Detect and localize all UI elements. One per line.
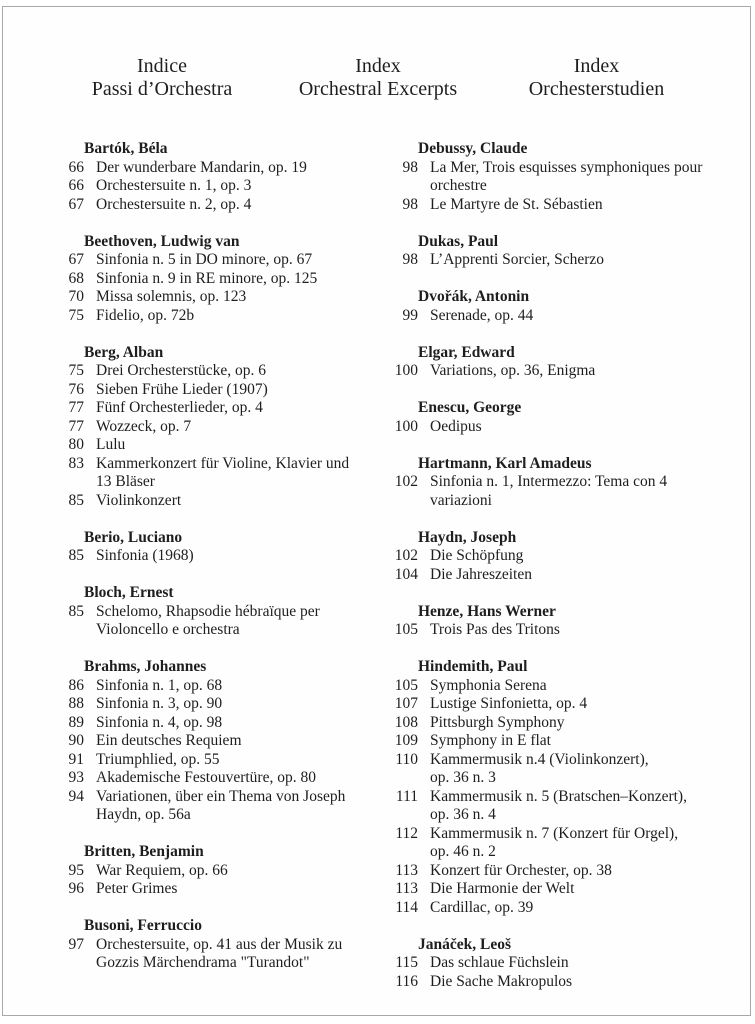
index-entry: [58, 307, 392, 326]
entry-title: [96, 307, 194, 326]
entry-page-number: 86: [68, 676, 84, 694]
index-entry: [392, 196, 703, 215]
entry-title-line: Kammerkonzert für Violine, Klavier und: [96, 454, 350, 472]
entry-page-number: 67: [68, 251, 84, 268]
index-entry: [58, 177, 392, 196]
entry-page-number: 115: [395, 954, 418, 971]
entry-title: [430, 159, 702, 196]
entry-title: [430, 362, 595, 381]
entry-title: [96, 936, 342, 973]
entry-title-line: Trois Pas des Tritons: [430, 621, 560, 638]
composer-name: Britten, Benjamin: [84, 843, 204, 860]
entry-page-number: 66: [68, 158, 84, 176]
composer-section: [392, 603, 703, 640]
entry-title-line: Akademische Festouvertüre, op. 80: [96, 769, 316, 786]
entry-page-number: 66: [68, 177, 84, 194]
entry-title: [430, 251, 604, 270]
index-entry: [392, 714, 703, 733]
entry-title: [430, 473, 667, 510]
entry-title: [96, 547, 194, 566]
entry-page-number: 75: [68, 362, 84, 379]
index-entry: [392, 677, 703, 696]
entry-page-number: 77: [68, 417, 84, 435]
header-english-line2: Orchestral Excerpts: [298, 78, 458, 100]
entry-page-number: 110: [395, 750, 418, 768]
entry-title-line: Die Jahreszeiten: [430, 565, 532, 583]
index-entry: [392, 880, 703, 899]
entry-page-number: 102: [394, 547, 418, 564]
entry-page-number: 105: [394, 621, 418, 638]
entry-title: [96, 270, 317, 289]
entry-page-number: 98: [402, 158, 418, 176]
entry-page-number: 85: [68, 547, 84, 564]
entry-page-number: 77: [68, 399, 84, 416]
entry-page-number: 105: [394, 676, 418, 694]
index-entry: [58, 695, 392, 714]
entry-title-line: Die Sache Makropulos: [430, 972, 573, 990]
entry-title-line: op. 36 n. 3: [430, 769, 496, 786]
entry-title: [430, 547, 523, 566]
entry-title-line: 13 Bläser: [96, 473, 155, 490]
index-entry: [392, 751, 703, 788]
entry-title-line: Drei Orchesterstücke, op. 6: [96, 362, 267, 379]
index-columns: [58, 140, 750, 1010]
entry-title-line: Variations, op. 36, Enigma: [430, 362, 596, 379]
entry-page-number: 93: [68, 769, 84, 786]
entry-title: [96, 695, 222, 714]
index-entry: [392, 566, 703, 585]
entry-page-number: 116: [395, 972, 418, 990]
entry-page-number: 94: [68, 787, 84, 805]
entry-title-line: Oedipus: [430, 417, 482, 435]
entry-title-line: variazioni: [430, 491, 492, 509]
entry-page-number: 91: [68, 750, 84, 768]
entry-title-line: Symphonia Serena: [430, 676, 547, 694]
composer-section: [392, 658, 703, 917]
index-headers: [58, 55, 703, 101]
header-german-line1: Index: [573, 55, 620, 77]
entry-page-number: 99: [402, 306, 418, 324]
entry-title-line: Sinfonia n. 4, op. 98: [96, 713, 223, 731]
entry-title-line: Konzert für Orchester, op. 38: [430, 861, 612, 879]
entry-title-line: Wozzeck, op. 7: [96, 417, 192, 435]
entry-page-number: 100: [394, 362, 418, 379]
index-entry: [392, 547, 703, 566]
entry-title: [430, 862, 612, 881]
composer-section: [58, 584, 392, 640]
entry-title: [96, 455, 349, 492]
entry-title: [430, 566, 532, 585]
entry-title-line: Orchestersuite n. 1, op. 3: [96, 177, 252, 194]
entry-title-line: orchestre: [430, 177, 487, 194]
composer-section: [58, 233, 392, 326]
composer-section: [58, 529, 392, 566]
entry-title-line: Kammermusik n. 7 (Konzert für Orgel),: [430, 824, 679, 842]
entry-page-number: 111: [395, 787, 418, 805]
entry-page-number: 76: [68, 380, 84, 398]
composer-section: [58, 658, 392, 825]
entry-title-line: Cardillac, op. 39: [430, 898, 534, 916]
entry-title: [96, 418, 191, 437]
index-entry: [58, 288, 392, 307]
entry-title-line: Symphony in E flat: [430, 732, 551, 749]
index-entry: [392, 418, 703, 437]
index-entry: [58, 880, 392, 899]
entry-title: [96, 603, 320, 640]
entry-title-line: Sinfonia n. 1, Intermezzo: Tema con 4: [430, 473, 668, 490]
entry-title: [430, 714, 565, 733]
index-entry: [58, 714, 392, 733]
entry-title-line: Sinfonia n. 5 in DO minore, op. 67: [96, 251, 313, 268]
index-entry: [58, 788, 392, 825]
composer-name: Berg, Alban: [84, 343, 164, 361]
composer-name: Bloch, Ernest: [84, 584, 174, 601]
entry-title-line: Triumphlied, op. 55: [96, 750, 220, 768]
entry-title-line: Sinfonia n. 1, op. 68: [96, 676, 223, 694]
entry-title: [96, 732, 242, 751]
composer-section: [58, 140, 392, 214]
entry-title-line: Variationen, über ein Thema von Joseph: [96, 787, 346, 805]
entry-title: [96, 288, 246, 307]
index-entry: [58, 492, 392, 511]
entry-title-line: op. 46 n. 2: [430, 843, 496, 860]
document-page: [2, 6, 751, 1016]
index-entry: [392, 788, 703, 825]
entry-page-number: 88: [68, 695, 84, 712]
entry-title: [96, 362, 266, 381]
composer-name: Enescu, George: [418, 399, 522, 416]
entry-title: [96, 862, 228, 881]
index-entry: [58, 547, 392, 566]
index-entry: [58, 436, 392, 455]
entry-title: [430, 825, 678, 862]
entry-title-line: La Mer, Trois esquisses symphoniques pour: [430, 158, 703, 176]
entry-page-number: 90: [68, 732, 84, 749]
entry-title-line: Sinfonia n. 9 in RE minore, op. 125: [96, 269, 318, 287]
composer-name: Henze, Hans Werner: [418, 602, 556, 620]
index-entry: [392, 732, 703, 751]
entry-page-number: 113: [395, 861, 418, 879]
entry-title-line: Violinkonzert: [96, 491, 182, 509]
index-entry: [392, 954, 703, 973]
composer-section: [58, 917, 392, 973]
entry-page-number: 80: [68, 436, 84, 453]
index-entry: [58, 862, 392, 881]
composer-section: [58, 344, 392, 511]
entry-title-line: Sinfonia (1968): [96, 547, 194, 564]
composer-section: [392, 344, 703, 381]
entry-page-number: 67: [68, 195, 84, 213]
index-entry: [392, 695, 703, 714]
entry-title: [430, 695, 587, 714]
index-entry: [392, 825, 703, 862]
header-italian-line2: Passi d’Orchestra: [91, 78, 233, 100]
composer-name: Brahms, Johannes: [84, 658, 207, 675]
index-entry: [392, 307, 703, 326]
entry-page-number: 98: [402, 195, 418, 213]
entry-title: [96, 159, 307, 178]
entry-title: [430, 732, 551, 751]
entry-title: [430, 973, 572, 992]
entry-title-line: Fidelio, op. 72b: [96, 306, 195, 324]
entry-title: [430, 307, 533, 326]
entry-title-line: Kammermusik n. 5 (Bratschen–Konzert),: [430, 787, 687, 805]
entry-page-number: 96: [68, 880, 84, 897]
entry-title-line: Der wunderbare Mandarin, op. 19: [96, 158, 307, 176]
entry-page-number: 70: [68, 288, 84, 305]
entry-page-number: 107: [394, 695, 418, 712]
entry-title-line: Orchestersuite, op. 41 aus der Musik zu: [96, 935, 343, 953]
index-entry: [58, 362, 392, 381]
entry-page-number: 102: [394, 473, 418, 490]
composer-name: Busoni, Ferruccio: [84, 917, 202, 934]
entry-title: [430, 677, 547, 696]
entry-title: [430, 418, 482, 437]
index-entry: [58, 159, 392, 178]
entry-title-line: op. 36 n. 4: [430, 806, 496, 823]
entry-title-line: Kammermusik n.4 (Violinkonzert),: [430, 750, 649, 768]
entry-title-line: Violoncello e orchestra: [96, 621, 240, 638]
entry-title: [430, 880, 574, 899]
entry-title-line: Le Martyre de St. Sébastien: [430, 195, 603, 213]
index-entry: [58, 455, 392, 492]
index-entry: [58, 399, 392, 418]
composer-section: [392, 399, 703, 436]
index-entry: [392, 362, 703, 381]
index-entry: [58, 196, 392, 215]
entry-title: [96, 196, 251, 215]
composer-section: [392, 936, 703, 992]
composer-name: Dvořák, Antonin: [418, 288, 530, 305]
index-entry: [392, 473, 703, 510]
entry-page-number: 85: [68, 491, 84, 509]
entry-title: [96, 177, 251, 196]
index-entry: [58, 418, 392, 437]
index-entry: [392, 159, 703, 196]
composer-section: [392, 233, 703, 270]
entry-title: [96, 677, 222, 696]
header-english-line1: Index: [355, 55, 401, 77]
entry-page-number: 68: [68, 269, 84, 287]
header-italian-line1: Indice: [137, 55, 187, 77]
composer-name: Haydn, Joseph: [418, 528, 517, 546]
entry-title: [96, 436, 125, 455]
index-entry: [392, 251, 703, 270]
index-entry: [58, 603, 392, 640]
composer-name: Dukas, Paul: [418, 232, 499, 250]
entry-title-line: Schelomo, Rhapsodie hébraïque per: [96, 602, 320, 620]
entry-title: [96, 251, 312, 270]
entry-page-number: 114: [395, 898, 418, 916]
entry-title: [96, 381, 268, 400]
index-entry: [392, 973, 703, 992]
entry-title-line: War Requiem, op. 66: [96, 861, 228, 879]
entry-page-number: 109: [394, 732, 418, 749]
composer-name: Beethoven, Ludwig van: [84, 232, 240, 250]
index-entry: [392, 621, 703, 640]
entry-title: [96, 751, 219, 770]
entry-title: [96, 714, 222, 733]
entry-page-number: 100: [394, 417, 418, 435]
entry-title-line: Sinfonia n. 3, op. 90: [96, 695, 223, 712]
index-column-left: [58, 140, 392, 1010]
entry-title: [430, 621, 560, 640]
index-entry: [58, 270, 392, 289]
entry-title-line: Ein deutsches Requiem: [96, 732, 242, 749]
entry-title: [430, 954, 569, 973]
index-entry: [58, 677, 392, 696]
index-entry: [392, 899, 703, 918]
index-entry: [58, 936, 392, 973]
entry-title-line: Missa solemnis, op. 123: [96, 288, 247, 305]
entry-title: [96, 399, 263, 418]
entry-page-number: 113: [395, 880, 418, 897]
composer-name: Berio, Luciano: [84, 528, 183, 546]
entry-page-number: 95: [68, 861, 84, 879]
composer-name: Elgar, Edward: [418, 343, 515, 361]
entry-title-line: Lustige Sinfonietta, op. 4: [430, 695, 588, 712]
entry-title-line: Die Harmonie der Welt: [430, 880, 575, 897]
entry-title: [96, 492, 181, 511]
entry-page-number: 89: [68, 713, 84, 731]
index-entry: [58, 381, 392, 400]
index-entry: [58, 251, 392, 270]
entry-page-number: 104: [394, 565, 418, 583]
composer-section: [392, 529, 703, 585]
entry-title-line: Haydn, op. 56a: [96, 806, 191, 823]
composer-name: Hindemith, Paul: [418, 658, 528, 675]
index-entry: [58, 751, 392, 770]
entry-page-number: 112: [395, 824, 418, 842]
index-entry: [58, 732, 392, 751]
entry-title-line: Pittsburgh Symphony: [430, 713, 565, 731]
composer-name: Janáček, Leoš: [418, 935, 511, 953]
entry-title: [430, 899, 533, 918]
entry-title-line: Fünf Orchesterlieder, op. 4: [96, 399, 263, 416]
header-english: [266, 55, 490, 101]
composer-section: [392, 288, 703, 325]
composer-section: [58, 843, 392, 899]
index-column-right: [392, 140, 703, 1010]
composer-section: [392, 455, 703, 511]
index-entry: [392, 862, 703, 881]
entry-title-line: Peter Grimes: [96, 880, 178, 897]
entry-title: [96, 769, 316, 788]
entry-title-line: Die Schöpfung: [430, 547, 524, 564]
composer-name: Hartmann, Karl Amadeus: [418, 454, 592, 472]
entry-title-line: L’Apprenti Sorcier, Scherzo: [430, 251, 604, 268]
composer-name: Bartók, Béla: [84, 140, 168, 157]
composer-section: [392, 140, 703, 214]
entry-title-line: Lulu: [96, 436, 126, 453]
entry-title: [430, 788, 687, 825]
entry-title: [430, 196, 603, 215]
entry-title-line: Gozzis Märchendrama "Turandot": [96, 954, 310, 971]
entry-page-number: 98: [402, 251, 418, 268]
entry-title: [430, 751, 649, 788]
entry-title-line: Serenade, op. 44: [430, 306, 534, 324]
composer-name: Debussy, Claude: [418, 140, 528, 157]
entry-title: [96, 880, 177, 899]
entry-page-number: 108: [394, 713, 418, 731]
entry-title-line: Orchestersuite n. 2, op. 4: [96, 195, 252, 213]
header-german-line2: Orchesterstudien: [528, 78, 665, 100]
header-german: [490, 55, 703, 101]
entry-page-number: 85: [68, 602, 84, 620]
entry-page-number: 97: [68, 935, 84, 953]
entry-page-number: 83: [68, 454, 84, 472]
entry-page-number: 75: [68, 306, 84, 324]
header-italian: [58, 55, 266, 101]
index-entry: [58, 769, 392, 788]
entry-title-line: Sieben Frühe Lieder (1907): [96, 380, 268, 398]
entry-title-line: Das schlaue Füchslein: [430, 954, 569, 971]
entry-title: [96, 788, 345, 825]
